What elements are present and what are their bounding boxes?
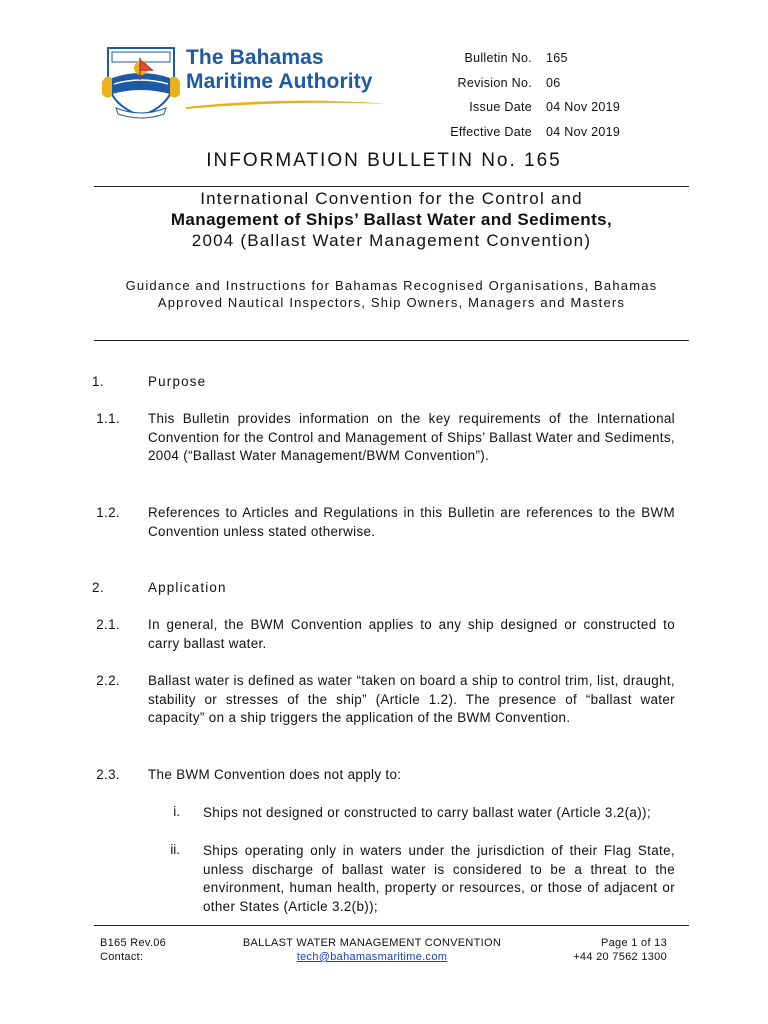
list-item-text: Ships operating only in waters under the jurisdiction of their Flag State, unless discharge of ballast water is considered to be a threat to the environment, human health, property or resources, or those of adjacent or other States (Article 3.2(b)); — [203, 843, 675, 914]
convention-title-line3: 2004 (Ballast Water Management Convention) — [191, 231, 592, 250]
guidance-subtitle: Guidance and Instructions for Bahamas Recognised Organisations, Bahamas Approved Nautical Inspectors, Ship Owners, Managers and Masters — [125, 278, 658, 310]
footer-phone: +44 20 7562 1300 — [573, 951, 667, 963]
meta-label: Bulletin No. — [464, 51, 532, 66]
meta-row — [440, 120, 660, 145]
meta-label: Issue Date — [469, 100, 532, 115]
paragraph-number: 1.2. — [96, 505, 120, 520]
org-name-line1: The Bahamas — [186, 46, 324, 69]
org-name-line2: Maritime Authority — [186, 70, 373, 93]
bma-logo — [100, 38, 400, 120]
meta-value: 04 Nov 2019 — [546, 124, 621, 139]
bulletin-title: INFORMATION BULLETIN No. 165 — [206, 150, 562, 171]
paragraph-text: References to Articles and Regulations in this Bulletin are references to the BWM Convention unless stated otherwise. — [148, 505, 675, 539]
contact-email-link[interactable]: tech@bahamasmaritime.com — [296, 951, 448, 963]
divider — [94, 340, 689, 341]
divider — [94, 186, 689, 187]
list-item-text: Ships not designed or constructed to carry ballast water (Article 3.2(a)); — [203, 805, 651, 820]
paragraph-number: 1.1. — [96, 411, 120, 426]
list-item-number: i. — [173, 804, 180, 819]
paragraph-text: The BWM Convention does not apply to: — [148, 767, 402, 782]
footer-doc-ref: B165 Rev.06 — [100, 937, 167, 949]
section-heading: Purpose — [148, 374, 207, 389]
meta-value: 04 Nov 2019 — [546, 100, 621, 115]
convention-title-line2: Management of Ships’ Ballast Water and Sediments, — [170, 210, 613, 229]
footer-page-number: Page 1 of 13 — [601, 937, 667, 949]
section-number: 2. — [92, 580, 105, 595]
paragraph-text: This Bulletin provides information on the key requirements of the International Convention for the Control and Management of Ships’ Ballast Water and Sediments, 2004 (“Ballast Water Management/BWM Convention”). — [148, 411, 675, 464]
convention-title — [94, 188, 689, 251]
paragraph-number: 2.1. — [96, 617, 120, 632]
convention-title-line1: International Convention for the Control and — [200, 189, 583, 208]
footer-contact-label: Contact: — [100, 951, 144, 963]
crest-icon — [100, 38, 182, 120]
paragraph-number: 2.3. — [96, 767, 120, 782]
paragraph-text: In general, the BWM Convention applies to any ship designed or constructed to carry ballast water. — [148, 617, 675, 651]
footer-title: BALLAST WATER MANAGEMENT CONVENTION — [242, 937, 502, 949]
paragraph-text: Ballast water is defined as water “taken on board a ship to control trim, list, draught, stability or stresses of the ship” (Article 1.2). The presence of “ballast water capacity” on a ship triggers the application of the BWM Convention. — [148, 673, 675, 726]
meta-row — [440, 46, 660, 71]
swoosh-icon — [186, 98, 390, 110]
org-name — [186, 46, 373, 94]
paragraph-number: 2.2. — [96, 673, 120, 688]
section-heading: Application — [148, 580, 227, 595]
meta-label: Revision No. — [457, 75, 532, 90]
bulletin-meta — [440, 46, 660, 144]
meta-row — [440, 71, 660, 96]
section-number: 1. — [92, 374, 105, 389]
list-item-number: ii. — [170, 842, 180, 857]
meta-value: 06 — [546, 75, 561, 90]
meta-value: 165 — [546, 51, 568, 66]
footer-divider — [94, 925, 689, 926]
meta-row — [440, 95, 660, 120]
meta-label: Effective Date — [450, 124, 532, 139]
